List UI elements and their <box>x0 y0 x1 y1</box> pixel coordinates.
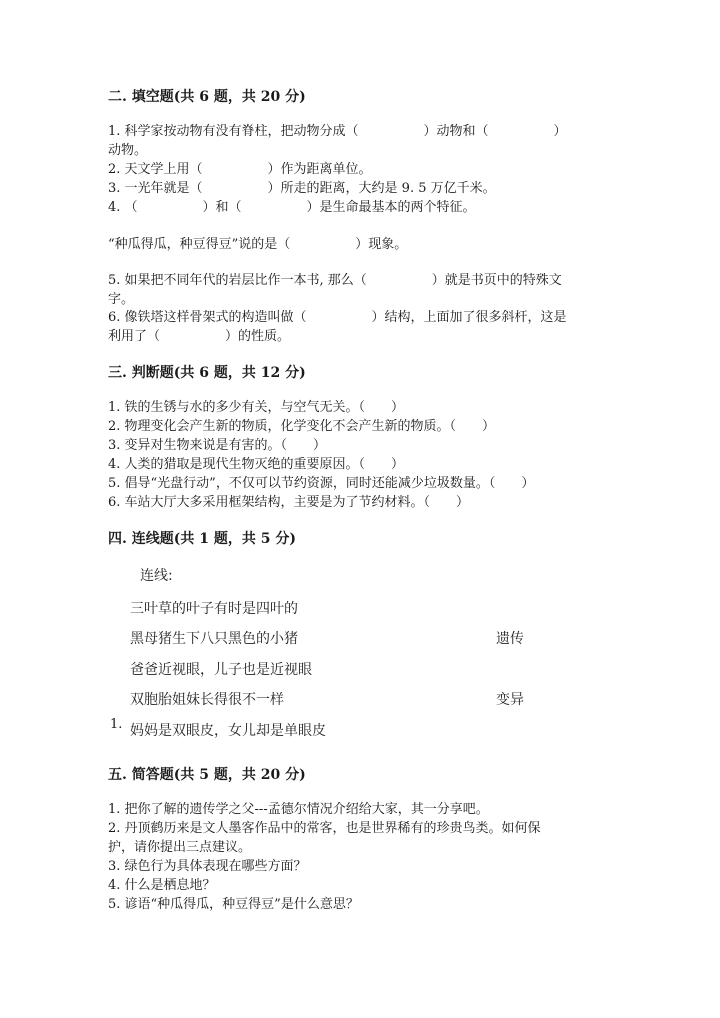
short-answer-line: 3. 绿色行为具体表现在哪些方面？ <box>108 859 307 874</box>
judge-line: 4. 人类的猎取是现代生物灭绝的重要原因。（ ） <box>108 457 405 472</box>
short-answer-line: 护，请你提出三点建议。 <box>108 840 252 855</box>
question-line: 1. 科学家按动物有没有脊柱，把动物分成（ ）动物和（ ） <box>108 124 567 139</box>
section-5-title: 五. 简答题(共 5 题，共 20 分) <box>108 767 306 783</box>
question-line: 利用了（ ）的性质。 <box>108 329 291 344</box>
matching-right-item: 遗传 <box>496 631 524 647</box>
judge-line: 1. 铁的生锈与水的多少有关，与空气无关。（ ） <box>108 400 405 415</box>
short-answer-line: 4. 什么是栖息地？ <box>108 878 216 893</box>
short-answer-line: 2. 丹顶鹤历来是文人墨客作品中的常客，也是世界稀有的珍贵鸟类。如何保 <box>108 821 541 836</box>
short-answer-line: 1. 把你了解的遗传学之父---孟德尔情况介绍给大家，其一分享吧。 <box>108 802 489 817</box>
question-line: 字。 <box>108 292 135 307</box>
question-line: 3. 一光年就是（ ）所走的距离，大约是 9. 5 万亿千米。 <box>108 181 496 196</box>
question-line: “种瓜得瓜，种豆得豆”说的是（ ）现象。 <box>108 237 408 252</box>
matching-prompt: 连线: <box>140 568 173 584</box>
matching-left-item: 爸爸近视眼，儿子也是近视眼 <box>130 662 312 678</box>
section-3-title: 三. 判断题(共 6 题，共 12 分) <box>108 365 306 381</box>
section-4-title: 四. 连线题(共 1 题，共 5 分) <box>108 531 296 547</box>
matching-left-item: 妈妈是双眼皮，女儿却是单眼皮 <box>130 723 326 739</box>
judge-line: 5. 倡导“光盘行动”，不仅可以节约资源，同时还能减少垃圾数量。（ ） <box>108 476 535 491</box>
question-number: 1. <box>110 717 123 732</box>
section-2-title: 二. 填空题(共 6 题，共 20 分) <box>108 89 306 105</box>
matching-left-item: 黑母猪生下八只黑色的小猪 <box>130 631 298 647</box>
judge-line: 3. 变异对生物来说是有害的。（ ） <box>108 438 327 453</box>
question-line: 4. （ ）和（ ）是生命最基本的两个特征。 <box>108 200 476 215</box>
matching-left-item: 双胞胎姐妹长得很不一样 <box>130 692 284 708</box>
judge-line: 6. 车站大厅大多采用框架结构，主要是为了节约材料。（ ） <box>108 495 470 510</box>
short-answer-line: 5. 谚语“种瓜得瓜，种豆得豆”是什么意思？ <box>108 897 359 912</box>
question-line: 6. 像铁塔这样骨架式的构造叫做（ ）结构，上面加了很多斜杆，这是 <box>108 310 567 325</box>
matching-right-item: 变异 <box>496 692 524 708</box>
question-line: 5. 如果把不同年代的岩层比作一本书, 那么（ ）就是书页中的特殊文 <box>108 273 562 288</box>
matching-left-item: 三叶草的叶子有时是四叶的 <box>130 601 298 617</box>
question-line: 动物。 <box>108 143 148 158</box>
question-line: 2. 天文学上用（ ）作为距离单位。 <box>108 162 372 177</box>
judge-line: 2. 物理变化会产生新的物质，化学变化不会产生新的物质。（ ） <box>108 419 496 434</box>
